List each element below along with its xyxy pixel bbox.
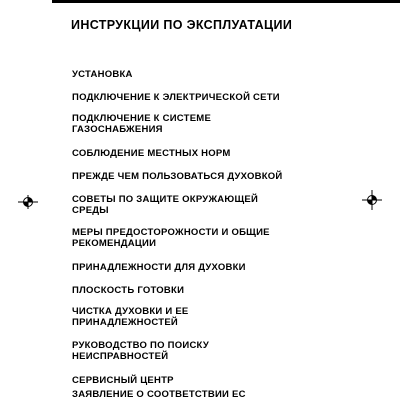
toc-item-line: ПРИНАДЛЕЖНОСТЕЙ (72, 317, 179, 328)
toc-item (72, 194, 258, 216)
toc-item (72, 340, 209, 362)
toc-item-line: РУКОВОДСТВО ПО ПОИСКУ (72, 340, 210, 351)
toc-item (72, 389, 246, 400)
toc-item-line: ГАЗОСНАБЖЕНИЯ (72, 124, 163, 135)
toc-item (72, 171, 283, 182)
crosshair-target-icon (362, 190, 382, 210)
toc-item (72, 285, 184, 296)
toc-item (72, 227, 270, 249)
toc-item (72, 113, 211, 135)
toc-item (72, 69, 133, 80)
toc-item (72, 306, 189, 328)
toc-item-line: ПОДКЛЮЧЕНИЕ К СИСТЕМЕ (72, 113, 212, 124)
toc-item-line: СРЕДЫ (72, 205, 109, 216)
toc-item-line: ПОДКЛЮЧЕНИЕ К ЭЛЕКТРИЧЕСКОЙ СЕТИ (72, 92, 280, 103)
toc-item-line: МЕРЫ ПРЕДОСТОРОЖНОСТИ И ОБЩИЕ (72, 227, 270, 238)
toc-item-line: НЕИСПРАВНОСТЕЙ (72, 351, 169, 362)
toc-item-line: ПРИНАДЛЕЖНОСТИ ДЛЯ ДУХОВКИ (72, 262, 246, 273)
toc-item-line: СЕРВИСНЫЙ ЦЕНТР (72, 375, 174, 386)
toc-item (72, 92, 280, 103)
toc-item (72, 148, 231, 159)
toc-item-line: УСТАНОВКА (72, 69, 133, 80)
toc-item-line: ПРЕЖДЕ ЧЕМ ПОЛЬЗОВАТЬСЯ ДУХОВКОЙ (72, 171, 283, 182)
toc-item-line: ПЛОСКОСТЬ ГОТОВКИ (72, 285, 185, 296)
toc-item-line: ЗАЯВЛЕНИЕ О СООТВЕТСТВИИ ЕС (72, 389, 246, 400)
toc-item (72, 375, 174, 386)
toc-item-line: РЕКОМЕНДАЦИИ (72, 238, 157, 249)
toc-item-line: СОВЕТЫ ПО ЗАЩИТЕ ОКРУЖАЮЩЕЙ (72, 194, 259, 205)
page-title: ИНСТРУКЦИИ ПО ЭКСПЛУАТАЦИИ (71, 18, 293, 32)
toc-item-line: СОБЛЮДЕНИЕ МЕСТНЫХ НОРМ (72, 148, 231, 159)
crosshair-target-icon (18, 192, 38, 212)
top-rule (52, 0, 400, 3)
toc-item (72, 262, 246, 273)
toc-item-line: ЧИСТКА ДУХОВКИ И ЕЕ (72, 306, 189, 317)
